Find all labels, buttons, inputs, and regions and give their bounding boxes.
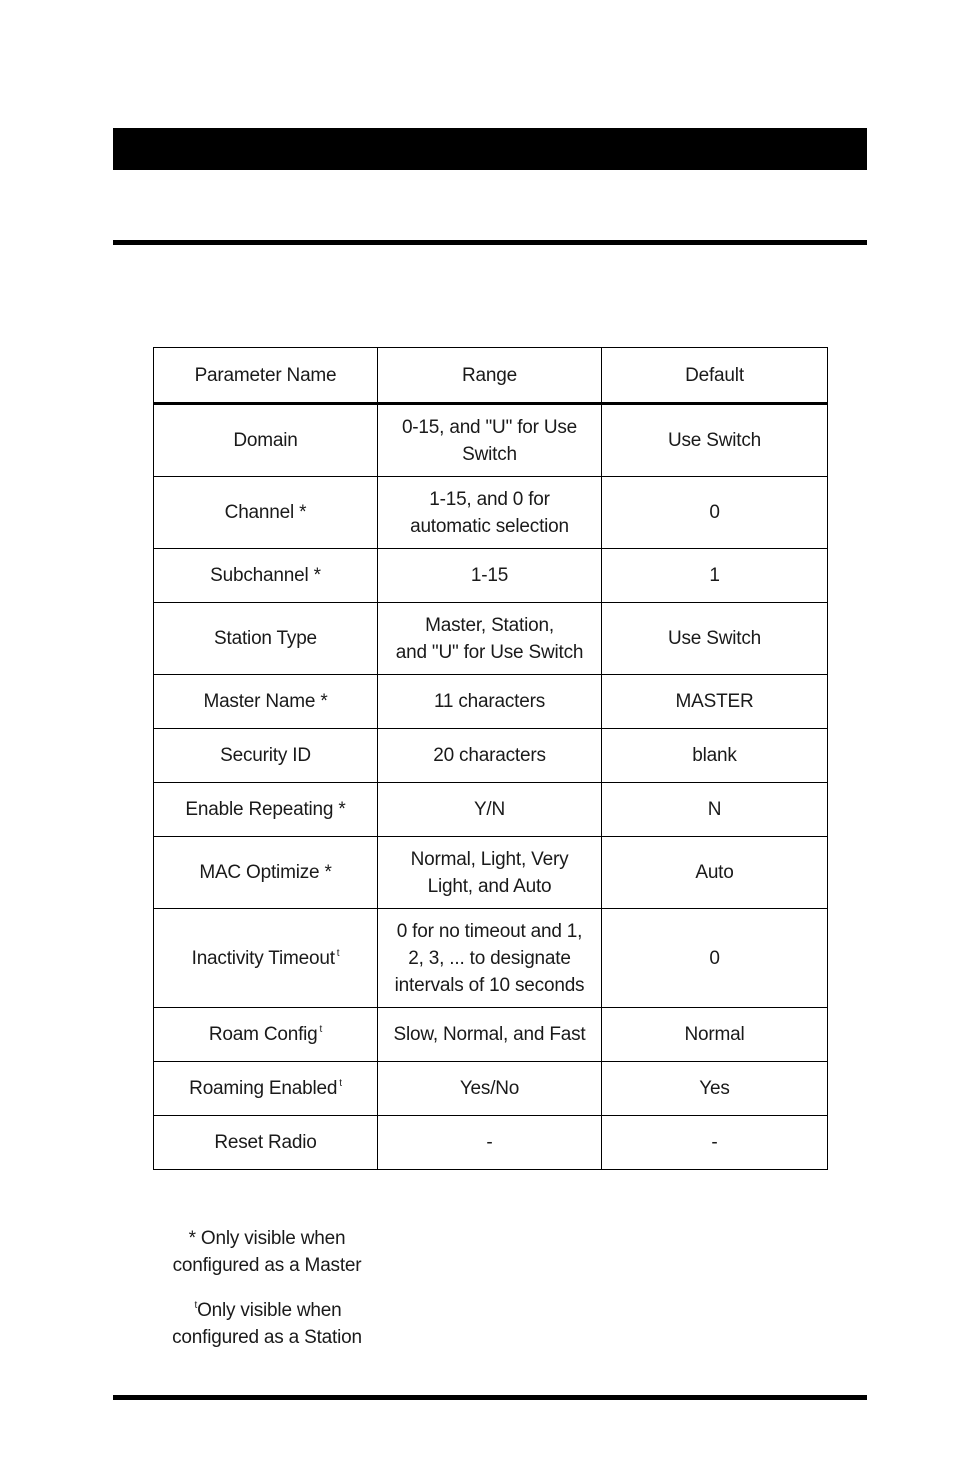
column-header-range: Range [378,348,602,404]
default-cell: N [602,783,828,837]
range-cell: Slow, Normal, and Fast [378,1008,602,1062]
parameter-name-cell [154,783,378,837]
parameter-name-cell [154,909,378,1008]
table-row [154,1008,828,1062]
default-cell: blank [602,729,828,783]
parameter-name: Enable Repeating * [185,799,346,820]
table-row [154,783,828,837]
range-cell: 11 characters [378,675,602,729]
station-footnote-mark: t [194,1300,198,1311]
parameter-name: Subchannel * [210,565,321,586]
table-row [154,603,828,675]
table-row [154,909,828,1008]
parameter-name: Inactivity Timeout [191,947,335,969]
range-cell: Yes/No [378,1062,602,1116]
range-cell: 0 for no timeout and 1, 2, 3, ... to designate intervals of 10 seconds [378,909,602,1008]
parameter-name: Roaming Enabled [189,1078,338,1099]
default-cell: Yes [602,1062,828,1116]
parameter-name-cell [154,603,378,675]
parameter-name-cell [154,404,378,477]
station-footnote-mark: t [319,1024,323,1035]
default-cell: Use Switch [602,603,828,675]
default-cell: 0 [602,909,828,1008]
column-header-default: Default [602,348,828,404]
top-rule [113,240,867,245]
default-cell: Auto [602,837,828,909]
footnote-station-text: Only visible when configured as a Station [172,1300,362,1348]
table-row [154,1116,828,1170]
default-cell: 1 [602,549,828,603]
parameter-name-cell [154,477,378,549]
table-header-row [154,348,828,404]
parameter-name-cell [154,837,378,909]
parameter-name-cell [154,1062,378,1116]
station-footnote-mark: t [339,1078,342,1089]
header-bar [113,128,867,170]
parameter-name: Channel * [224,502,307,523]
footnotes [150,1225,384,1369]
range-cell: Y/N [378,783,602,837]
parameter-name-cell [154,1116,378,1170]
table-row [154,549,828,603]
range-cell: 0-15, and "U" for Use Switch [378,404,602,477]
table-row [154,404,828,477]
parameter-name: Reset Radio [214,1132,317,1153]
parameter-name-cell [154,1008,378,1062]
range-cell: Normal, Light, Very Light, and Auto [378,837,602,909]
column-header-parameter-name: Parameter Name [154,348,378,404]
table-row [154,729,828,783]
table-row [154,477,828,549]
parameter-name: Roam Config [208,1024,318,1045]
default-cell: MASTER [602,675,828,729]
table-row [154,837,828,909]
range-cell: 1-15, and 0 for automatic selection [378,477,602,549]
footnote-master: * Only visible when configured as a Master [172,1228,362,1276]
parameter-name-cell [154,549,378,603]
parameter-name-cell [154,729,378,783]
range-cell: 1-15 [378,549,602,603]
table-row [154,675,828,729]
parameter-name: Master Name * [203,691,328,712]
bottom-rule [113,1395,867,1400]
parameter-name: Security ID [220,745,311,766]
parameter-name-cell [154,675,378,729]
range-cell: - [378,1116,602,1170]
default-cell: 0 [602,477,828,549]
range-cell: 20 characters [378,729,602,783]
station-footnote-mark: t [336,947,340,959]
range-cell: Master, Station, and "U" for Use Switch [378,603,602,675]
parameter-name: MAC Optimize * [199,862,332,883]
default-cell: - [602,1116,828,1170]
footnote-station [150,1297,384,1351]
parameters-table [153,347,828,1170]
default-cell: Use Switch [602,404,828,477]
parameter-name: Domain [233,430,298,451]
table-row [154,1062,828,1116]
default-cell: Normal [602,1008,828,1062]
parameter-name: Station Type [214,628,317,649]
